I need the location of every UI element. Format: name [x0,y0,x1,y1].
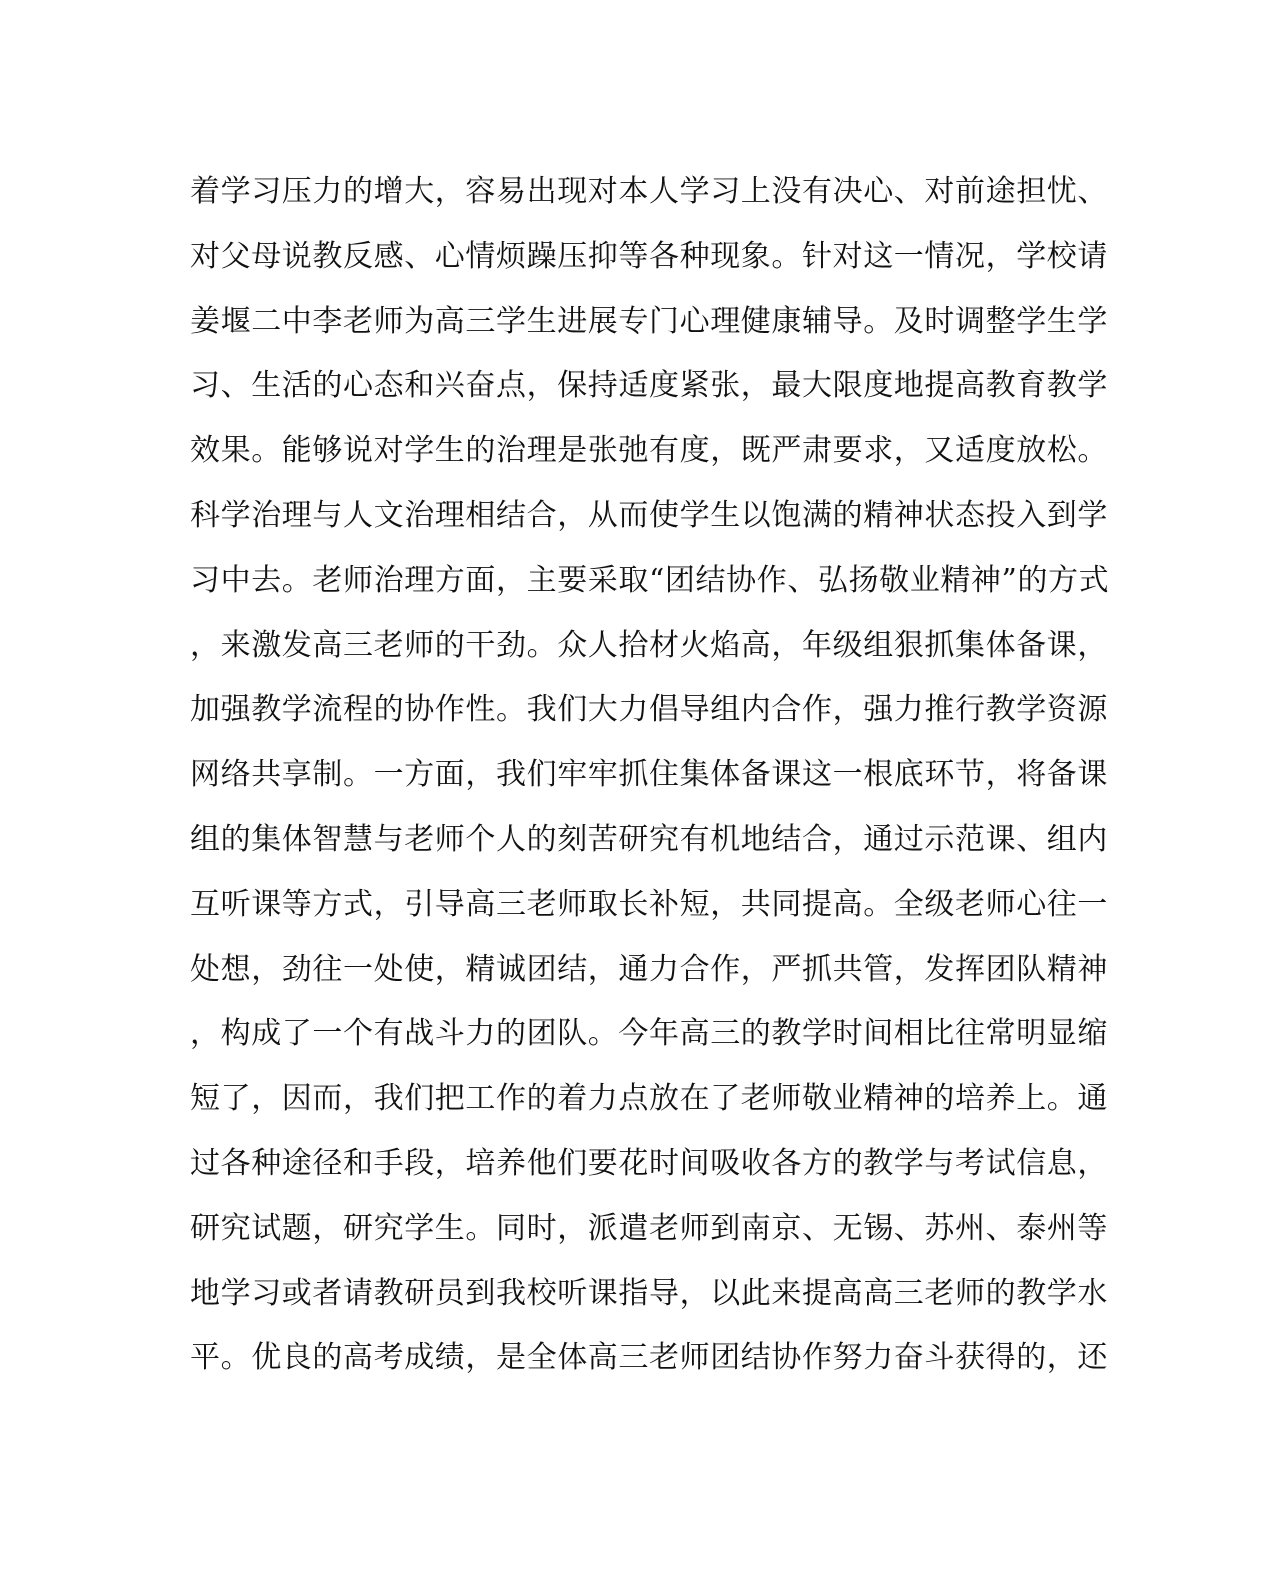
text-line: ，构成了一个有战斗力的团队。今年高三的教学时间相比往常明显缩 [190,1016,1108,1052]
text-line: 过各种途径和手段，培养他们要花时间吸收各方的教学与考试信息， [190,1145,1108,1181]
text-line: 科学治理与人文治理相结合，从而使学生以饱满的精神状态投入到学 [190,497,1108,533]
text-line: 组的集体智慧与老师个人的刻苦研究有机地结合，通过示范课、组内 [190,821,1108,857]
text-line: 地学习或者请教研员到我校听课指导，以此来提高高三老师的教学水 [190,1275,1108,1311]
text-line: 处想，劲往一处使，精诚团结，通力合作，严抓共管，发挥团队精神 [190,951,1108,987]
text-line: 着学习压力的增大，容易出现对本人学习上没有决心、对前途担忧、 [190,174,1108,209]
body-text [190,160,1110,1391]
text-line: 习中去。老师治理方面，主要采取“团结协作、弘扬敬业精神”的方式 [190,562,1110,598]
text-line: 平。优良的高考成绩，是全体高三老师团结协作努力奋斗获得的，还 [190,1340,1108,1376]
text-line: ，来激发高三老师的干劲。众人拾材火焰高，年级组狠抓集体备课， [190,627,1108,663]
text-line: 研究试题，研究学生。同时，派遣老师到南京、无锡、苏州、泰州等 [190,1210,1108,1246]
text-line: 短了，因而，我们把工作的着力点放在了老师敬业精神的培养上。通 [190,1081,1108,1117]
text-line: 习、生活的心态和兴奋点，保持适度紧张，最大限度地提高教育教学 [190,368,1108,404]
text-line: 对父母说教反感、心情烦躁压抑等各种现象。针对这一情况，学校请 [190,238,1108,274]
text-line: 互听课等方式，引导高三老师取长补短，共同提高。全级老师心往一 [190,886,1108,922]
text-line: 效果。能够说对学生的治理是张弛有度，既严肃要求，又适度放松。 [190,433,1108,469]
text-line: 加强教学流程的协作性。我们大力倡导组内合作，强力推行教学资源 [190,692,1108,728]
text-line: 姜堰二中李老师为高三学生进展专门心理健康辅导。及时调整学生学 [190,303,1108,339]
text-line: 网络共享制。一方面，我们牢牢抓住集体备课这一根底环节，将备课 [190,757,1108,793]
